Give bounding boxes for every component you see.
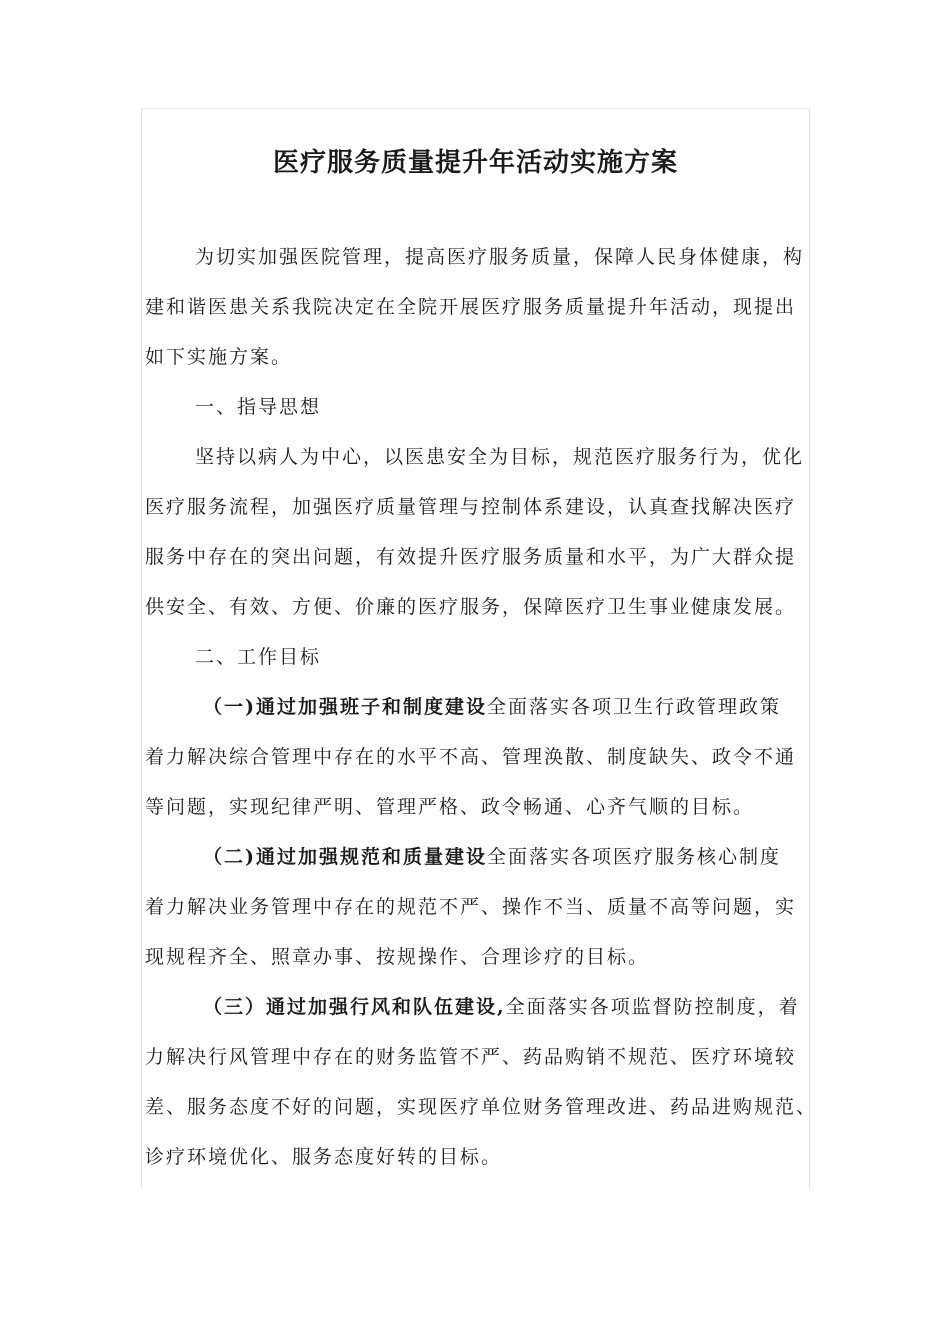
intro-line-3: 如下实施方案。 — [145, 346, 293, 368]
goal-3-text: 全面落实各项监督防控制度，着 — [505, 996, 800, 1018]
document-body — [145, 232, 845, 1182]
goal-2-line-2: 着力解决业务管理中存在的规范不严、操作不当、质量不高等问题，实 — [145, 896, 797, 918]
intro-line-1: 为切实加强医院管理，提高医疗服务质量，保障人民身体健康，构 — [195, 246, 805, 268]
goal-1-lead: （一)通过加强班子和制度建设 — [203, 696, 487, 718]
section-heading-work-goals: 二、工作目标 — [195, 646, 322, 668]
goal-2-line-1 — [145, 832, 845, 882]
goal-2-text: 全面落实各项医疗服务核心制度 — [487, 846, 782, 868]
intro-line-2: 建和谐医患关系我院决定在全院开展医疗服务质量提升年活动，现提出 — [145, 296, 797, 318]
goal-2-lead: （二)通过加强规范和质量建设 — [203, 846, 487, 868]
goal-1-line-1 — [145, 682, 845, 732]
section-heading-guiding-ideology: 一、指导思想 — [195, 396, 322, 418]
goal-1-line-2: 着力解决综合管理中存在的水平不高、管理涣散、制度缺失、政令不通 — [145, 746, 797, 768]
ideology-line-2: 医疗服务流程，加强医疗质量管理与控制体系建设，认真查找解决医疗 — [145, 496, 797, 518]
goal-1-line-3: 等问题，实现纪律严明、管理严格、政令畅通、心齐气顺的目标。 — [145, 796, 755, 818]
goal-3-lead: （三）通过加强行风和队伍建设, — [203, 996, 506, 1018]
goal-3-line-2: 力解决行风管理中存在的财务监管不严、药品购销不规范、医疗环境较 — [145, 1046, 797, 1068]
goal-3-line-3: 差、服务态度不好的问题，实现医疗单位财务管理改进、药品进购规范、 — [145, 1096, 818, 1118]
goal-1-text: 全面落实各项卫生行政管理政策 — [487, 696, 782, 718]
goal-3-line-4: 诊疗环境优化、服务态度好转的目标。 — [145, 1146, 503, 1168]
ideology-line-3: 服务中存在的突出问题，有效提升医疗服务质量和水平，为广大群众提 — [145, 546, 797, 568]
ideology-line-1: 坚持以病人为中心，以医患安全为目标，规范医疗服务行为，优化 — [195, 446, 805, 468]
goal-3-line-1 — [145, 982, 845, 1032]
goal-2-line-3: 现规程齐全、照章办事、按规操作、合理诊疗的目标。 — [145, 946, 650, 968]
ideology-line-4: 供安全、有效、方便、价廉的医疗服务，保障医疗卫生事业健康发展。 — [145, 596, 797, 618]
document-title: 医疗服务质量提升年活动实施方案 — [272, 148, 678, 178]
